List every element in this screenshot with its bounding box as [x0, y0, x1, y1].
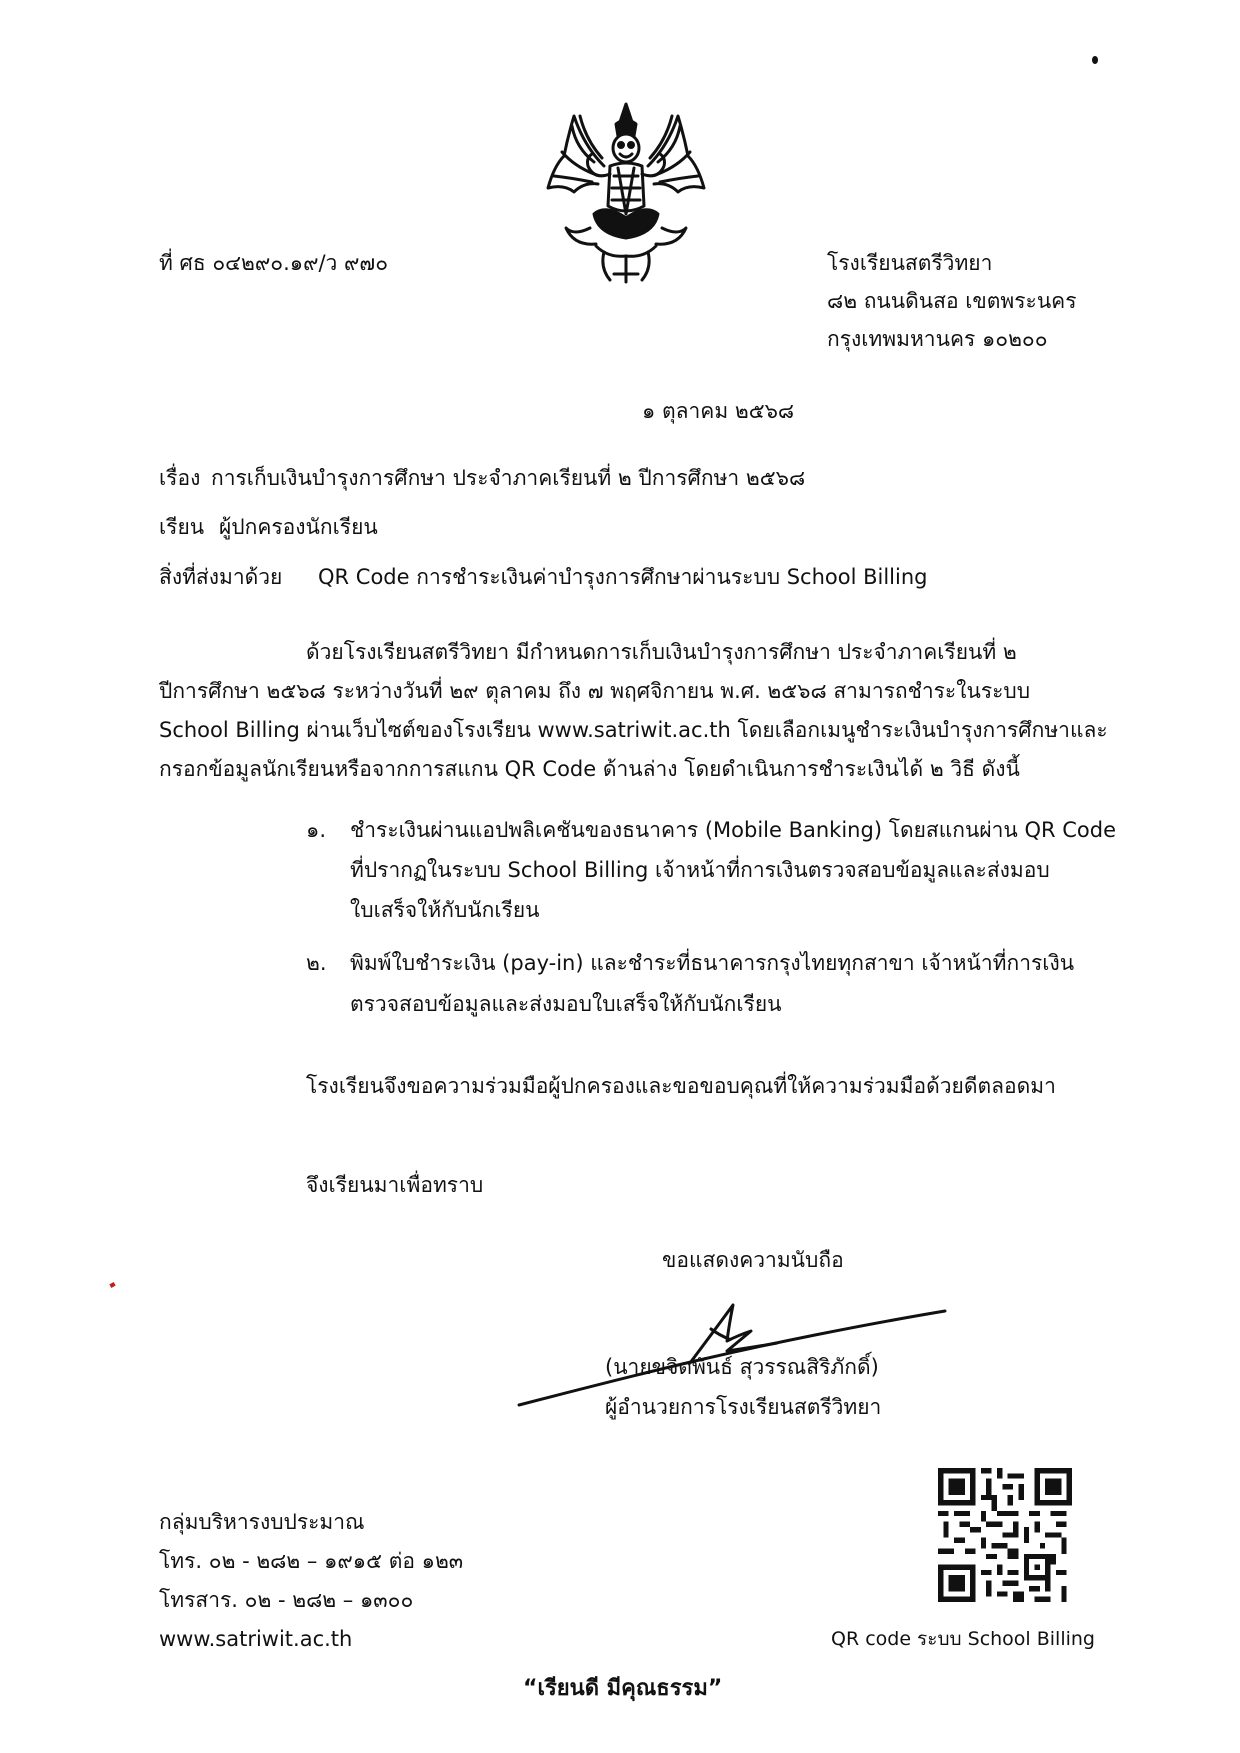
reference-number: ที่ ศธ ๐๔๒๙๐.๑๙/ว ๙๗๐: [159, 251, 389, 275]
recipient-text: ผู้ปกครองนักเรียน: [219, 515, 378, 539]
body-para1-line3: School Billing ผ่านเว็บไซต์ของโรงเรียน www.satriwit.ac.th โดยเลือกเมนูชำระเงินบำรุงการศึกษาและ: [159, 718, 1108, 742]
list-item-number: ๑.: [306, 818, 327, 842]
garuda-emblem-icon: [544, 96, 708, 286]
ink-speck: [1092, 56, 1098, 64]
subject-label: เรื่อง: [159, 466, 201, 490]
regards-text: ขอแสดงความนับถือ: [662, 1248, 844, 1272]
school-address-line1: โรงเรียนสตรีวิทยา: [827, 251, 993, 275]
school-address-line3: กรุงเทพมหานคร ๑๐๒๐๐: [827, 327, 1048, 351]
list-item-1-line1: ชำระเงินผ่านแอปพลิเคชันของธนาคาร (Mobile Banking) โดยสแกนผ่าน QR Code: [350, 818, 1117, 842]
enclosure-label: สิ่งที่ส่งมาด้วย: [159, 565, 283, 589]
body-para2: โรงเรียนจึงขอความร่วมมือผู้ปกครองและขอขอบคุณที่ให้ความร่วมมือด้วยดีตลอดมา: [306, 1074, 1056, 1098]
subject-text: การเก็บเงินบำรุงการศึกษา ประจำภาคเรียนที่ ๒ ปีการศึกษา ๒๕๖๘: [211, 466, 806, 490]
telephone: โทร. ๐๒ - ๒๘๒ – ๑๙๑๕ ต่อ ๑๒๓: [159, 1549, 464, 1573]
body-para1-line2: ปีการศึกษา ๒๕๖๘ ระหว่างวันที่ ๒๙ ตุลาคม ถึง ๗ พฤศจิกายน พ.ศ. ๒๕๖๘ สามารถชำระในระบบ: [159, 679, 1031, 703]
school-motto: “เรียนดี มีคุณธรรม”: [523, 1676, 723, 1701]
list-item-number: ๒.: [306, 951, 327, 975]
signatory-position: ผู้อำนวยการโรงเรียนสตรีวิทยา: [605, 1395, 882, 1419]
qr-code-icon[interactable]: [938, 1468, 1072, 1602]
letter-date: ๑ ตุลาคม ๒๕๖๘: [642, 399, 795, 423]
list-item-1-line3: ใบเสร็จให้กับนักเรียน: [350, 898, 540, 922]
qr-caption: QR code ระบบ School Billing: [831, 1628, 1095, 1650]
list-item-1-line2: ที่ปรากฏในระบบ School Billing เจ้าหน้าที่การเงินตรวจสอบข้อมูลและส่งมอบ: [350, 858, 1050, 882]
body-para1-line4: กรอกข้อมูลนักเรียนหรือจากการสแกน QR Code ด้านล่าง โดยดำเนินการชำระเงินได้ ๒ วิธี ดังนี้: [159, 757, 1020, 781]
body-para1-line1: ด้วยโรงเรียนสตรีวิทยา มีกำหนดการเก็บเงินบำรุงการศึกษา ประจำภาคเรียนที่ ๒: [306, 640, 1017, 664]
list-item-2-line1: พิมพ์ใบชำระเงิน (pay-in) และชำระที่ธนาคารกรุงไทยทุกสาขา เจ้าหน้าที่การเงิน: [350, 951, 1075, 975]
website-link[interactable]: www.satriwit.ac.th: [159, 1627, 353, 1651]
red-ink-speck: [109, 1282, 115, 1288]
list-item-2-line2: ตรวจสอบข้อมูลและส่งมอบใบเสร็จให้กับนักเรียน: [350, 992, 782, 1016]
school-address-line2: ๘๒ ถนนดินสอ เขตพระนคร: [827, 289, 1077, 313]
department-name: กลุ่มบริหารงบประมาณ: [159, 1510, 365, 1534]
enclosure-text: QR Code การชำระเงินค่าบำรุงการศึกษาผ่านระบบ School Billing: [318, 565, 928, 589]
fax: โทรสาร. ๐๒ - ๒๘๒ – ๑๓๐๐: [159, 1588, 414, 1612]
recipient-label: เรียน: [159, 515, 205, 539]
closing-line: จึงเรียนมาเพื่อทราบ: [306, 1173, 484, 1197]
signatory-name: (นายขจิตพันธ์ สุวรรณสิริภักดิ์): [605, 1355, 879, 1379]
